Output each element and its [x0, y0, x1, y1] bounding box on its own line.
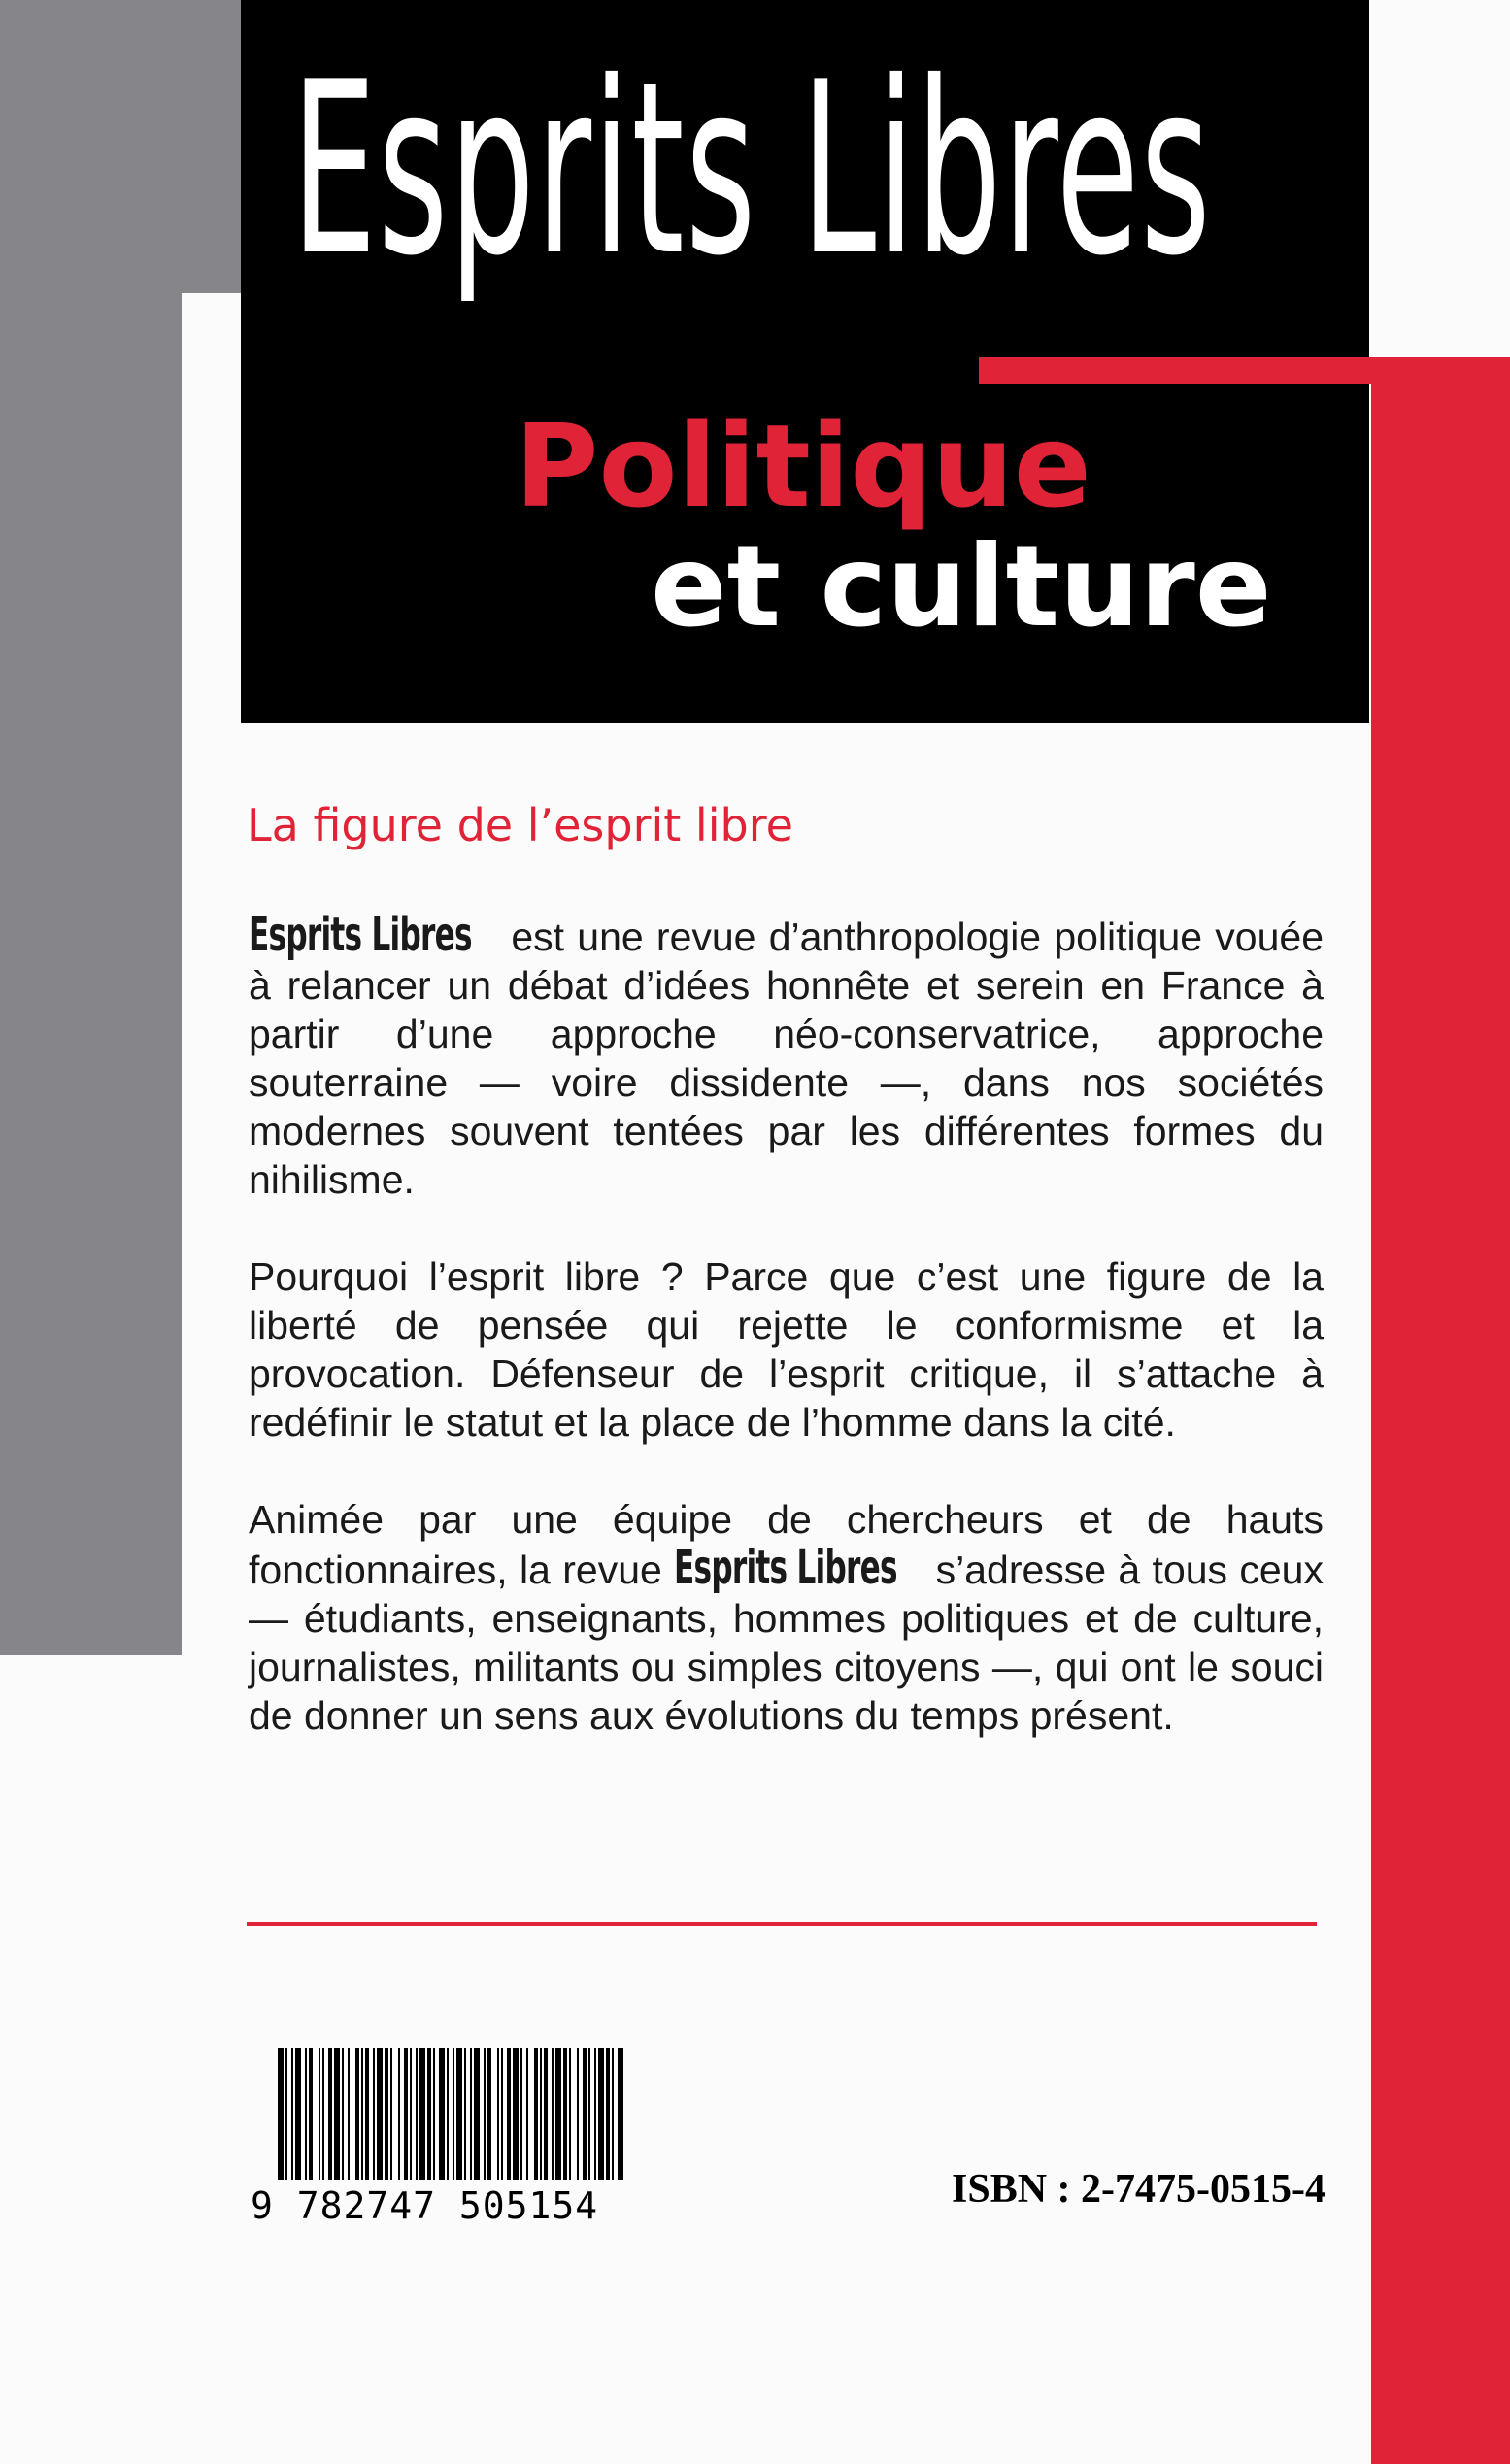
barcode-bar: [416, 2048, 418, 2180]
barcode-bar: [526, 2048, 528, 2180]
barcode-bar: [285, 2048, 287, 2180]
barcode-bar: [474, 2048, 480, 2180]
title-line-1: Politique: [515, 399, 1091, 533]
barcode-bar: [520, 2048, 522, 2180]
barcode-bar: [583, 2048, 587, 2180]
barcode-bar: [577, 2048, 579, 2180]
barcode-bar: [365, 2048, 369, 2180]
barcode-bar: [540, 2048, 542, 2180]
barcode-bar: [398, 2048, 400, 2180]
barcode-bar: [534, 2048, 538, 2180]
barcode-bar: [373, 2048, 375, 2180]
barcode-bar: [598, 2048, 604, 2180]
barcode-bar: [439, 2048, 445, 2180]
section-heading: La figure de l’esprit libre: [247, 799, 793, 851]
title-line-2: et culture: [651, 521, 1272, 652]
barcode-bar: [291, 2048, 293, 2180]
barcode-bar: [295, 2048, 301, 2180]
masthead: [291, 31, 1224, 308]
barcode-bar: [464, 2048, 466, 2180]
barcode-bar: [544, 2048, 548, 2180]
barcode-bar: [501, 2048, 503, 2180]
barcode-bar: [355, 2048, 359, 2180]
barcode-bar: [453, 2048, 454, 2180]
barcode-bar: [569, 2048, 571, 2180]
barcode-bar: [606, 2048, 610, 2180]
barcode-bar: [563, 2048, 567, 2180]
barcode-bar: [334, 2048, 340, 2180]
barcode-bar: [484, 2048, 486, 2180]
barcode-bar: [497, 2048, 499, 2180]
barcode-digits: 9 782747 505154: [251, 2184, 599, 2227]
barcode-bar: [427, 2048, 431, 2180]
red-divider: [247, 1922, 1317, 1926]
barcode-bar: [328, 2048, 332, 2180]
barcode-bar: [404, 2048, 408, 2180]
paragraph-2: Pourquoi l’esprit libre ? Parce que c’est une figure de la liberté de pensée qui rejette le conformisme et la provocation. Défenseur de l’esprit critique, il s’attache à redéfinir le statut et la place de l’homme dans la cité.: [249, 1254, 1324, 1445]
white-strip: [182, 293, 242, 1655]
barcode-bar: [513, 2048, 519, 2180]
barcode-bar: [419, 2048, 425, 2180]
paragraph-3-text-after: s’adresse à tous ceux — étudiants, enseignants, hommes politiques et de culture, journalistes, militants ou simples citoyens —, qui ont le souci de donner un sens aux évolutions du temps présent.: [249, 1548, 1324, 1738]
barcode-bar: [594, 2048, 596, 2180]
paragraph-3: [249, 1495, 1324, 1740]
paragraph-3-text-before: Animée par une équipe de chercheurs et de hauts fonctionnaires, la revue: [249, 1497, 1324, 1592]
barcode-bar: [470, 2048, 472, 2180]
barcode-bar: [487, 2048, 491, 2180]
barcode-bars: [278, 2048, 623, 2180]
barcode-bar: [618, 2048, 623, 2180]
barcode-bar: [588, 2048, 590, 2180]
grey-side-block: [0, 0, 182, 1655]
barcode-bar: [410, 2048, 412, 2180]
paragraph-1: [249, 908, 1324, 1204]
barcode-bar: [305, 2048, 307, 2180]
barcode-bar: [319, 2048, 320, 2180]
barcode-bar: [361, 2048, 363, 2180]
red-bar-vertical: [1371, 357, 1510, 2464]
barcode-bar: [456, 2048, 462, 2180]
brand-inline: Esprits Libres: [249, 908, 472, 962]
barcode-bar: [322, 2048, 324, 2180]
barcode-bar: [377, 2048, 383, 2180]
barcode-bar: [555, 2048, 561, 2180]
isbn-label: ISBN : 2-7475-0515-4: [952, 2167, 1325, 2212]
barcode-bar: [278, 2048, 284, 2180]
barcode-bar: [390, 2048, 392, 2180]
barcode: [251, 2048, 634, 2281]
barcode-bar: [385, 2048, 388, 2180]
barcode-bar: [348, 2048, 350, 2180]
barcode-bar: [309, 2048, 313, 2180]
barcode-bar: [612, 2048, 614, 2180]
barcode-bar: [447, 2048, 449, 2180]
masthead-text: Esprits Libres: [291, 31, 1212, 308]
barcode-bar: [552, 2048, 554, 2180]
barcode-bar: [433, 2048, 435, 2180]
brand-inline: Esprits Libres: [674, 1541, 897, 1595]
barcode-bar: [507, 2048, 511, 2180]
barcode-bar: [342, 2048, 344, 2180]
paragraph-1-text: est une revue d’anthropologie politique vouée à relancer un débat d’idées honnête et serein en France à partir d’une approche néo-conservatrice, approche souterraine — voire dissidente —, dans nos sociétés modernes souvent tentées par les différentes formes du nihilisme.: [249, 915, 1324, 1202]
